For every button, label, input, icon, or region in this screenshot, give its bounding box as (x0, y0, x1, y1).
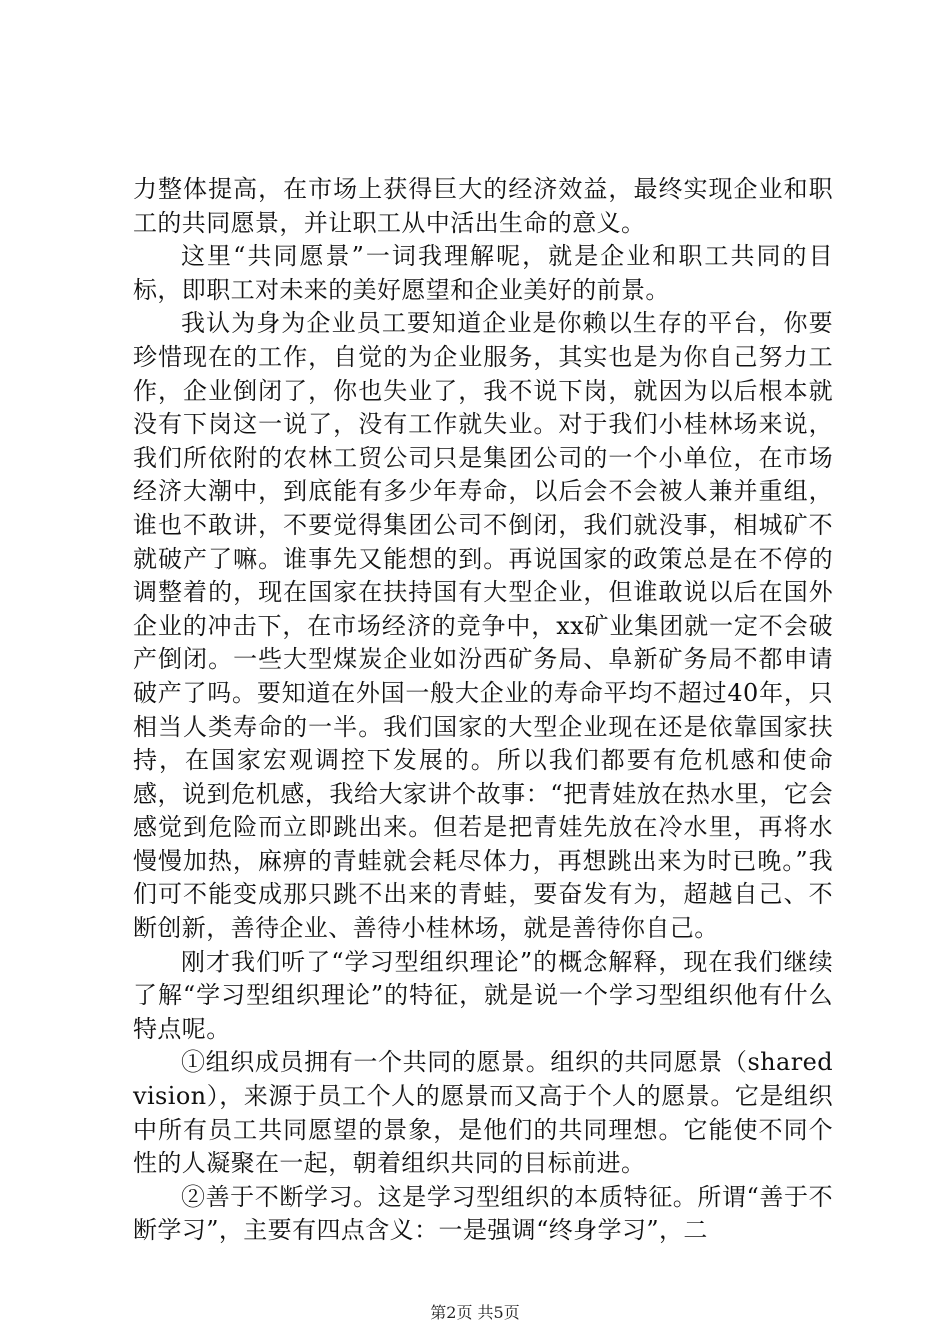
paragraph-feature-one: ①组织成员拥有一个共同的愿景。组织的共同愿景（sharedvision），来源于员工个人的愿景而又高于个人的愿景。它是组织中所有员工共同愿望的景象，是他们的共同理想。它能使不同个性的人凝聚在一起，朝着组织共同的目标前进。 (133, 1048, 833, 1178)
paragraph-feature-two: ②善于不断学习。这是学习型组织的本质特征。所谓“善于不断学习”，主要有四点含义：一是强调“终身学习”，二 (133, 1182, 833, 1245)
document-body (133, 173, 833, 1248)
paragraph-employee-awareness: 我认为身为企业员工要知道企业是你赖以生存的平台，你要珍惜现在的工作，自觉的为企业服务，其实也是为你自己努力工作，企业倒闭了，你也失业了，我不说下岗，就因为以后根本就没有下岗这一说了，没有工作就失业。对于我们小桂林场来说，我们所依附的农林工贸公司只是集团公司的一个小单位，在市场经济大潮中，到底能有多少年寿命，以后会不会被人兼并重组，谁也不敢讲，不要觉得集团公司不倒闭，我们就没事，相城矿不就破产了嘛。谁事先又能想的到。再说国家的政策总是在不停的调整着的，现在国家在扶持国有大型企业，但谁敢说以后在国外企业的冲击下，在市场经济的竞争中，xx矿业集团就一定不会破产倒闭。一些大型煤炭企业如汾西矿务局、阜新矿务局不都申请破产了吗。要知道在外国一般大企业的寿命平均不超过40年，只相当人类寿命的一半。我们国家的大型企业现在还是依靠国家扶持，在国家宏观调控下发展的。所以我们都要有危机感和使命感，说到危机感，我给大家讲个故事：“把青娃放在热水里，它会感觉到危险而立即跳出来。但若是把青娃先放在冷水里，再将水慢慢加热，麻痹的青蛙就会耗尽体力，再想跳出来为时已晚。”我们可不能变成那只跳不出来的青蛙，要奋发有为，超越自己、不断创新，善待企业、善待小桂林场，就是善待你自己。 (133, 309, 833, 943)
paragraph-shared-vision-definition: 这里“共同愿景”一词我理解呢，就是企业和职工共同的目标，即职工对未来的美好愿望和企业美好的前景。 (133, 242, 833, 304)
paragraph-continuation: 力整体提高，在市场上获得巨大的经济效益，最终实现企业和职工的共同愿景，并让职工从中活出生命的意义。 (133, 175, 833, 237)
paragraph-learning-org-features-intro: 刚才我们听了“学习型组织理论”的概念解释，现在我们继续了解“学习型组织理论”的特征，就是说一个学习型组织他有什么特点呢。 (133, 947, 833, 1043)
page-footer: 第2页 共5页 (430, 1303, 520, 1322)
